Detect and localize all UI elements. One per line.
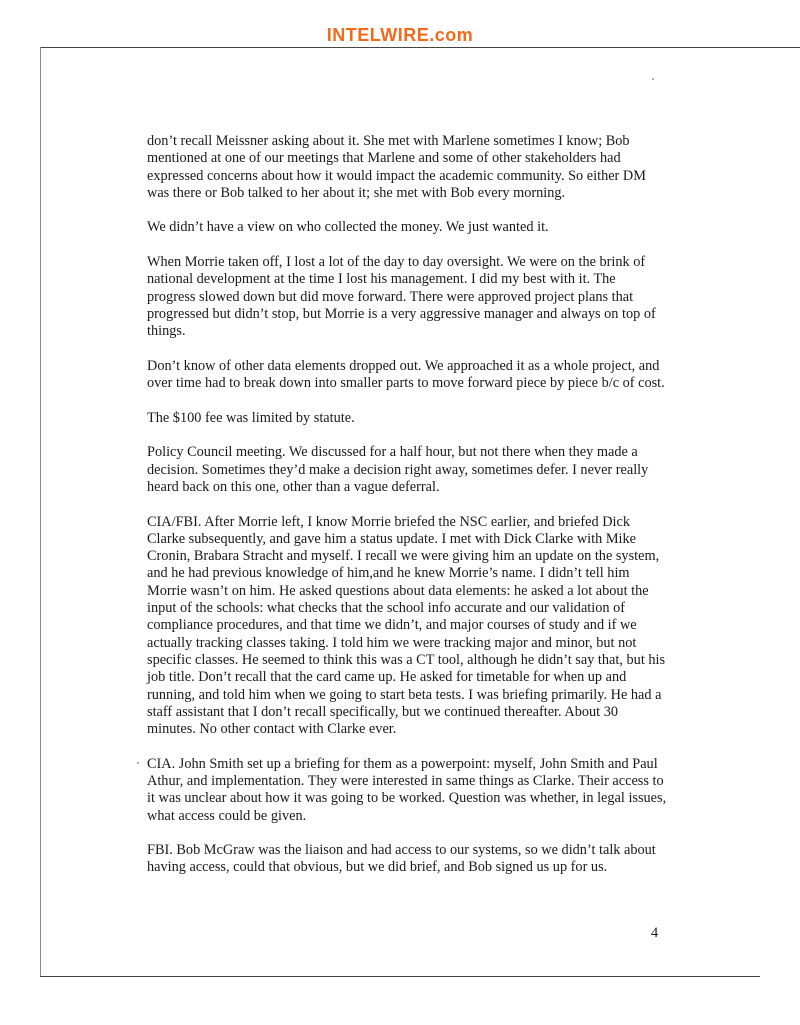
paragraph-cia-fbi: CIA/FBI. After Morrie left, I know Morrie briefed the NSC earlier, and briefed Dick Clarke subsequently, and gave him a status update. I met with Dick Clarke with Mike Cronin, Brabara Stracht and myself. I recall we were giving him an update on the system, and he had previous knowledge of him,and he knew Morrie’s name. I didn’t tell him Morrie wasn’t on him. He asked questions about data elements: he asked a lot about the input of the schools: what checks that the school info accurate and our validation of compliance procedures, and that time we didn’t, and major courses of study and if we actually tracking classes taking. I told him we were tracking major and minor, but not specific classes. He seemed to think this was a CT tool, although he didn’t say that, but his job title. Don’t recall that the card came up. He asked for timetable for when up and running, and told him when we going to start beta tests. I was briefing primarily. He had a staff assistant that I don’t recall specifically, but we continued thereafter. About 30 minutes. No other contact with Clarke ever. [147, 513, 666, 738]
paragraph-morrie: When Morrie taken off, I lost a lot of the day to day oversight. We were on the brink of national development at the time I lost his management. I did my best with it. The progress slowed down but did move forward. There were approved project plans that progressed but didn’t stop, but Morrie is a very aggressive manager and always on top of things. [147, 254, 656, 340]
paragraph-fee: The $100 fee was limited by statute. [147, 409, 355, 426]
paragraph-policy-council: Policy Council meeting. We discussed for a half hour, but not there when they made a decision. Sometimes they’d make a decision right away, sometimes defer. I never really heard back on this one, other than a vague deferral. [147, 444, 649, 495]
paragraph-fbi: FBI. Bob McGraw was the liaison and had access to our systems, so we didn’t talk about having access, could that obvious, but we did brief, and Bob signed us up for us. [147, 842, 656, 876]
paragraph-data-elements: Don’t know of other data elements dropped out. We approached it as a whole project, and over time had to break down into smaller parts to move forward piece by piece b/c of cost. [147, 357, 665, 392]
left-edge [40, 47, 41, 977]
paragraph-cia: CIA. John Smith set up a briefing for them as a powerpoint: myself, John Smith and Paul Athur, and implementation. They were interested in same things as Clarke. Their access to it was unclear about how it was going to be worked. Question was whether, in legal issues, what access could be given. [147, 755, 667, 824]
bottom-rule [40, 976, 760, 977]
paragraph-money: We didn’t have a view on who collected the money. We just wanted it. [147, 219, 549, 236]
document-body [147, 133, 667, 894]
page-number: 4 [651, 925, 659, 941]
scan-speck [137, 762, 139, 764]
top-rule [40, 47, 800, 48]
paragraph-meissner: don’t recall Meissner asking about it. She met with Marlene sometimes I know; Bob mentioned at one of our meetings that Marlene and some of other stakeholders had expressed concerns about how it would impact the academic community. So either DM was there or Bob talked to her about it; she met with Bob every morning. [147, 133, 646, 201]
site-banner: INTELWIRE.com [326, 25, 474, 45]
scan-speck [652, 78, 654, 80]
